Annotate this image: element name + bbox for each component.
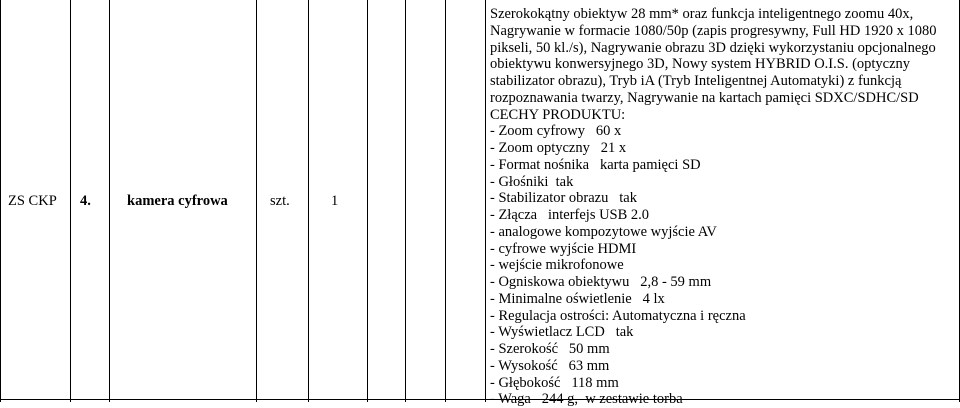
column-divider bbox=[405, 0, 406, 402]
feature-item: - cyfrowe wyjście HDMI bbox=[490, 240, 637, 257]
column-divider bbox=[256, 0, 257, 402]
feature-item: - Głośniki tak bbox=[490, 173, 574, 190]
feature-item: - Format nośnika karta pamięci SD bbox=[490, 156, 701, 173]
feature-item: - Złącza interfejs USB 2.0 bbox=[490, 207, 650, 223]
description-line: Szerokokątny obiektyw 28 mm* oraz funkcja inteligentnego zoomu 40x, bbox=[490, 6, 914, 22]
column-divider bbox=[445, 0, 446, 402]
feature-item: - Minimalne oświetlenie 4 lx bbox=[490, 290, 665, 307]
feature-item: - Waga 244 g, w zestawie torba bbox=[490, 391, 683, 408]
description-line: pikseli, 50 kl./s), Nagrywanie obrazu 3D dzięki wykorzystaniu opcjonalnego bbox=[490, 39, 936, 56]
item-number-cell: 4. bbox=[80, 193, 91, 209]
item-name-cell: kamera cyfrowa bbox=[127, 193, 228, 209]
column-divider bbox=[70, 0, 71, 402]
feature-item: - Wyświetlacz LCD tak bbox=[490, 324, 634, 341]
description-line: Nagrywanie w formacie 1080/50p (zapis progresywny, Full HD 1920 x 1080 bbox=[490, 22, 937, 39]
column-divider bbox=[109, 0, 110, 402]
description-line: rozpoznawania twarzy, Nagrywanie na kartach pamięci SDXC/SDHC/SD bbox=[490, 89, 919, 106]
features-heading: CECHY PRODUKTU: bbox=[490, 106, 626, 123]
description-cell bbox=[490, 6, 955, 408]
feature-item: - Wysokość 63 mm bbox=[490, 357, 610, 374]
feature-item: - Głębokość 118 mm bbox=[490, 374, 619, 391]
column-divider bbox=[485, 0, 486, 402]
location-code-cell: ZS CKP bbox=[8, 193, 57, 209]
feature-item: - Regulacja ostrości: Automatyczna i ręczna bbox=[490, 307, 746, 324]
column-divider bbox=[308, 0, 309, 402]
feature-item: - Zoom cyfrowy 60 x bbox=[490, 123, 622, 140]
feature-item: - Stabilizator obrazu tak bbox=[490, 190, 637, 207]
table-border-left bbox=[0, 0, 1, 402]
feature-item: - Szerokość 50 mm bbox=[490, 341, 610, 357]
unit-cell: szt. bbox=[270, 193, 290, 209]
feature-item: - Zoom optyczny 21 x bbox=[490, 140, 627, 156]
quantity-cell: 1 bbox=[331, 193, 339, 209]
feature-item: - Ogniskowa obiektywu 2,8 - 59 mm bbox=[490, 274, 712, 290]
feature-item: - analogowe kompozytowe wyjście AV bbox=[490, 223, 717, 240]
description-line: obiektywu konwersyjnego 3D, Nowy system HYBRID O.I.S. (optyczny bbox=[490, 56, 911, 73]
feature-item: - wejście mikrofonowe bbox=[490, 257, 624, 274]
description-line: stabilizator obrazu), Tryb iA (Tryb Inteligentnej Automatyki) z funkcją bbox=[490, 73, 902, 89]
column-divider bbox=[367, 0, 368, 402]
